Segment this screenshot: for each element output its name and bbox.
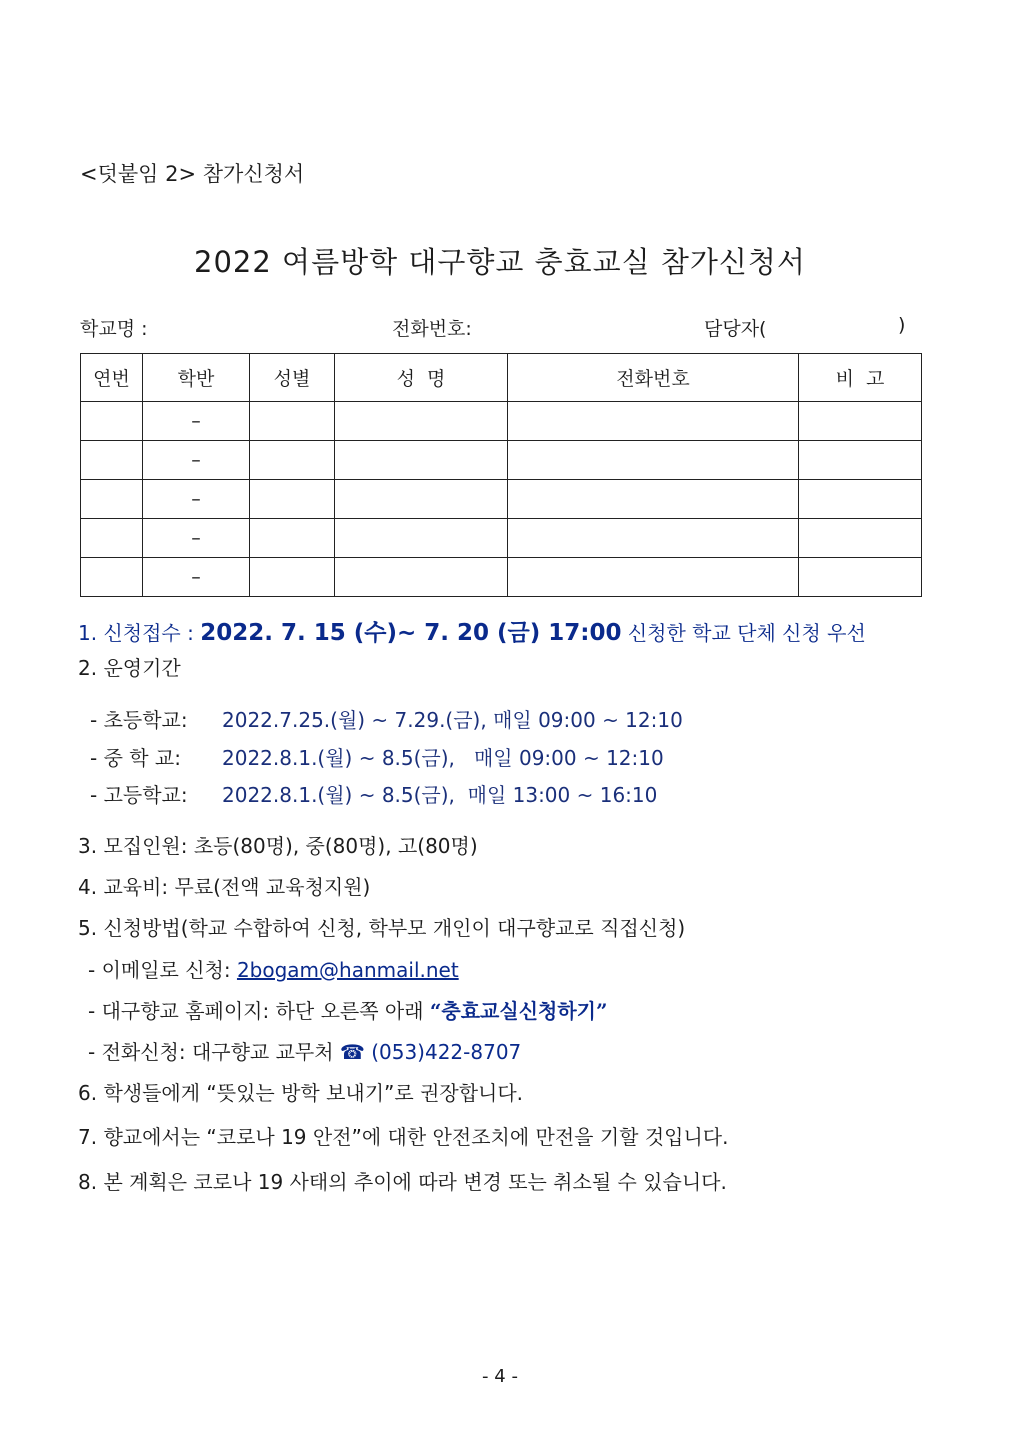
application-table <box>80 353 922 597</box>
cell-phone[interactable] <box>508 519 799 558</box>
schedule-high <box>90 779 657 808</box>
apply-link-text: “충효교실신청하기” <box>429 999 608 1023</box>
cell-phone[interactable] <box>508 480 799 519</box>
manager-close: ) <box>898 314 906 336</box>
schedule-high-value: 2022.8.1.(월) ~ 8.5(금), 매일 13:00 ~ 16:10 <box>222 783 658 807</box>
cell-number[interactable] <box>81 441 143 480</box>
col-header-phone: 전화번호 <box>508 354 799 402</box>
cell-class[interactable]: – <box>143 558 250 597</box>
cell-remarks[interactable] <box>799 480 922 519</box>
manager-label: 담당자( <box>704 318 767 340</box>
cell-number[interactable] <box>81 402 143 441</box>
col-header-name: 성 명 <box>335 354 508 402</box>
table-row <box>81 558 922 597</box>
page-number: - 4 - <box>482 1366 518 1387</box>
cell-name[interactable] <box>335 558 508 597</box>
phone-label: 전화번호: <box>392 318 472 340</box>
cell-remarks[interactable] <box>799 519 922 558</box>
item-4: 4. 교육비: 무료(전액 교육청지원) <box>78 875 371 899</box>
cell-gender[interactable] <box>250 480 335 519</box>
cell-remarks[interactable] <box>799 558 922 597</box>
phone-icon: ☎ <box>339 1040 365 1064</box>
schedule-elementary <box>90 704 683 733</box>
schedule-middle <box>90 742 664 771</box>
cell-name[interactable] <box>335 402 508 441</box>
cell-gender[interactable] <box>250 402 335 441</box>
schedule-middle-value: 2022.8.1.(월) ~ 8.5(금), 매일 09:00 ~ 12:10 <box>222 746 664 770</box>
schedule-high-label: - 고등학교: <box>90 783 188 807</box>
method-email <box>88 954 459 983</box>
email-link[interactable]: 2bogam@hanmail.net <box>236 958 459 982</box>
method-web-label: - 대구향교 홈페이지: 하단 오른쪽 아래 <box>88 999 424 1023</box>
table-row <box>81 519 922 558</box>
item-3: 3. 모집인원: 초등(80명), 중(80명), 고(80명) <box>78 834 478 858</box>
item-1-prefix: 1. 신청접수 : <box>78 621 194 645</box>
cell-gender[interactable] <box>250 519 335 558</box>
cell-phone[interactable] <box>508 558 799 597</box>
method-phone <box>88 1036 521 1065</box>
cell-class[interactable]: – <box>143 480 250 519</box>
schedule-elementary-value: 2022.7.25.(월) ~ 7.29.(금), 매일 09:00 ~ 12:10 <box>222 708 683 732</box>
col-header-number: 연번 <box>81 354 143 402</box>
method-email-label: - 이메일로 신청: <box>88 958 231 982</box>
schedule-elementary-label: - 초등학교: <box>90 708 188 732</box>
cell-gender[interactable] <box>250 441 335 480</box>
item-1-dates: 2022. 7. 15 (수)~ 7. 20 (금) 17:00 <box>200 620 622 646</box>
document-title: 2022 여름방학 대구향교 충효교실 참가신청서 <box>194 245 806 279</box>
col-header-remarks: 비 고 <box>799 354 922 402</box>
schedule-middle-label: - 중 학 교: <box>90 746 181 770</box>
table-row <box>81 480 922 519</box>
item-1 <box>78 614 866 647</box>
cell-phone[interactable] <box>508 441 799 480</box>
cell-name[interactable] <box>335 519 508 558</box>
method-web <box>88 995 607 1024</box>
cell-remarks[interactable] <box>799 441 922 480</box>
item-1-suffix: 신청한 학교 단체 신청 우선 <box>627 621 866 645</box>
col-header-gender: 성별 <box>250 354 335 402</box>
table-row <box>81 441 922 480</box>
cell-name[interactable] <box>335 441 508 480</box>
cell-number[interactable] <box>81 480 143 519</box>
phone-number: (053)422-8707 <box>371 1040 522 1064</box>
cell-name[interactable] <box>335 480 508 519</box>
item-8: 8. 본 계획은 코로나 19 사태의 추이에 따라 변경 또는 취소될 수 있습니다. <box>78 1170 727 1194</box>
item-2: 2. 운영기간 <box>78 656 181 680</box>
item-7: 7. 향교에서는 “코로나 19 안전”에 대한 안전조치에 만전을 기할 것입니다. <box>78 1125 729 1149</box>
item-6: 6. 학생들에게 “뜻있는 방학 보내기”로 권장합니다. <box>78 1081 524 1105</box>
attachment-label: <덧붙임 2> 참가신청서 <box>80 162 305 186</box>
item-5: 5. 신청방법(학교 수합하여 신청, 학부모 개인이 대구향교로 직접신청) <box>78 916 686 940</box>
col-header-class: 학반 <box>143 354 250 402</box>
cell-number[interactable] <box>81 558 143 597</box>
cell-class[interactable]: – <box>143 402 250 441</box>
method-phone-label: - 전화신청: 대구향교 교무처 <box>88 1040 334 1064</box>
cell-class[interactable]: – <box>143 519 250 558</box>
cell-number[interactable] <box>81 519 143 558</box>
cell-phone[interactable] <box>508 402 799 441</box>
school-name-label: 학교명 : <box>80 318 148 340</box>
cell-class[interactable]: – <box>143 441 250 480</box>
cell-gender[interactable] <box>250 558 335 597</box>
table-header-row <box>81 354 922 402</box>
cell-remarks[interactable] <box>799 402 922 441</box>
table-row <box>81 402 922 441</box>
